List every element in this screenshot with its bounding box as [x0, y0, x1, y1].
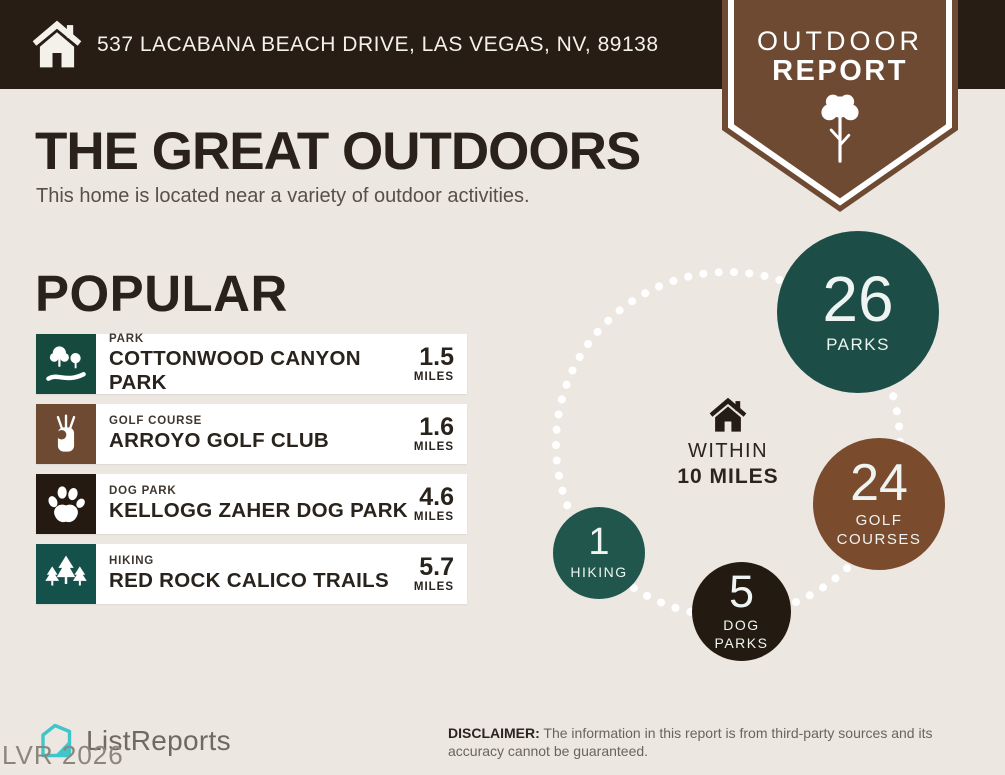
- paw-icon: [36, 474, 96, 534]
- item-name: ARROYO GOLF CLUB: [109, 429, 330, 452]
- badge-title-line1: OUTDOOR: [757, 26, 923, 56]
- property-address: 537 LACABANA BEACH DRIVE, LAS VEGAS, NV, 89138: [97, 32, 659, 56]
- item-name: KELLOGG ZAHER DOG PARK: [109, 499, 408, 522]
- dogparks-count: 5: [728, 565, 755, 617]
- within-radius-label: [648, 395, 808, 489]
- golf-label: GOLF COURSES: [836, 511, 922, 548]
- parks-count-bubble: [777, 231, 939, 393]
- item-unit: MILES: [413, 441, 454, 453]
- item-distance: 4.6: [419, 483, 454, 511]
- golf-count-bubble: [813, 438, 945, 570]
- within-text: WITHIN: [687, 440, 769, 462]
- list-item-hiking: [36, 544, 467, 604]
- within-miles-text: 10 MILES: [677, 465, 779, 488]
- parks-count: 26: [822, 262, 894, 335]
- house-icon: [707, 395, 749, 433]
- brand-name: ListReports: [86, 725, 231, 756]
- page-title: THE GREAT OUTDOORS: [35, 122, 641, 181]
- dogparks-count-bubble: [692, 562, 791, 661]
- home-icon: [30, 17, 84, 71]
- list-item-golf: [36, 404, 467, 464]
- popular-list: [36, 334, 467, 614]
- tree-icon: [809, 92, 871, 168]
- hiking-label: HIKING: [570, 564, 628, 581]
- list-item-park: [36, 334, 467, 394]
- parks-label: PARKS: [826, 334, 890, 354]
- watermark-text: LVR 2026: [2, 740, 124, 770]
- golf-bag-icon: [36, 404, 96, 464]
- hiking-count-bubble: [553, 507, 645, 599]
- disclaimer-text: [448, 724, 980, 760]
- item-name: COTTONWOOD CANYON PARK: [109, 347, 361, 394]
- golf-count: 24: [850, 453, 908, 512]
- item-unit: MILES: [413, 371, 454, 383]
- item-unit: MILES: [413, 511, 454, 523]
- item-unit: MILES: [413, 581, 454, 593]
- badge-title-line2: REPORT: [772, 55, 908, 87]
- popular-heading: POPULAR: [35, 265, 288, 322]
- pine-trees-icon: [36, 544, 96, 604]
- item-category: PARK: [109, 333, 144, 345]
- item-distance: 5.7: [419, 553, 454, 581]
- hiking-count: 1: [588, 521, 610, 564]
- item-distance: 1.6: [419, 413, 454, 441]
- page-subtitle: This home is located near a variety of outdoor activities.: [36, 185, 530, 207]
- item-name: RED ROCK CALICO TRAILS: [109, 569, 389, 592]
- park-trees-icon: [36, 334, 96, 394]
- item-distance: 1.5: [419, 343, 454, 371]
- item-category: HIKING: [109, 555, 155, 567]
- dogparks-label: DOG PARKS: [714, 617, 769, 651]
- item-category: DOG PARK: [109, 485, 177, 497]
- outdoor-report-badge: [722, 0, 958, 214]
- disclaimer-body: The information in this report is from third-party sources and its accuracy cannot be guaranteed.: [448, 725, 933, 760]
- list-item-dogpark: [36, 474, 467, 534]
- disclaimer-label: DISCLAIMER:: [448, 725, 540, 741]
- item-category: GOLF COURSE: [109, 415, 203, 427]
